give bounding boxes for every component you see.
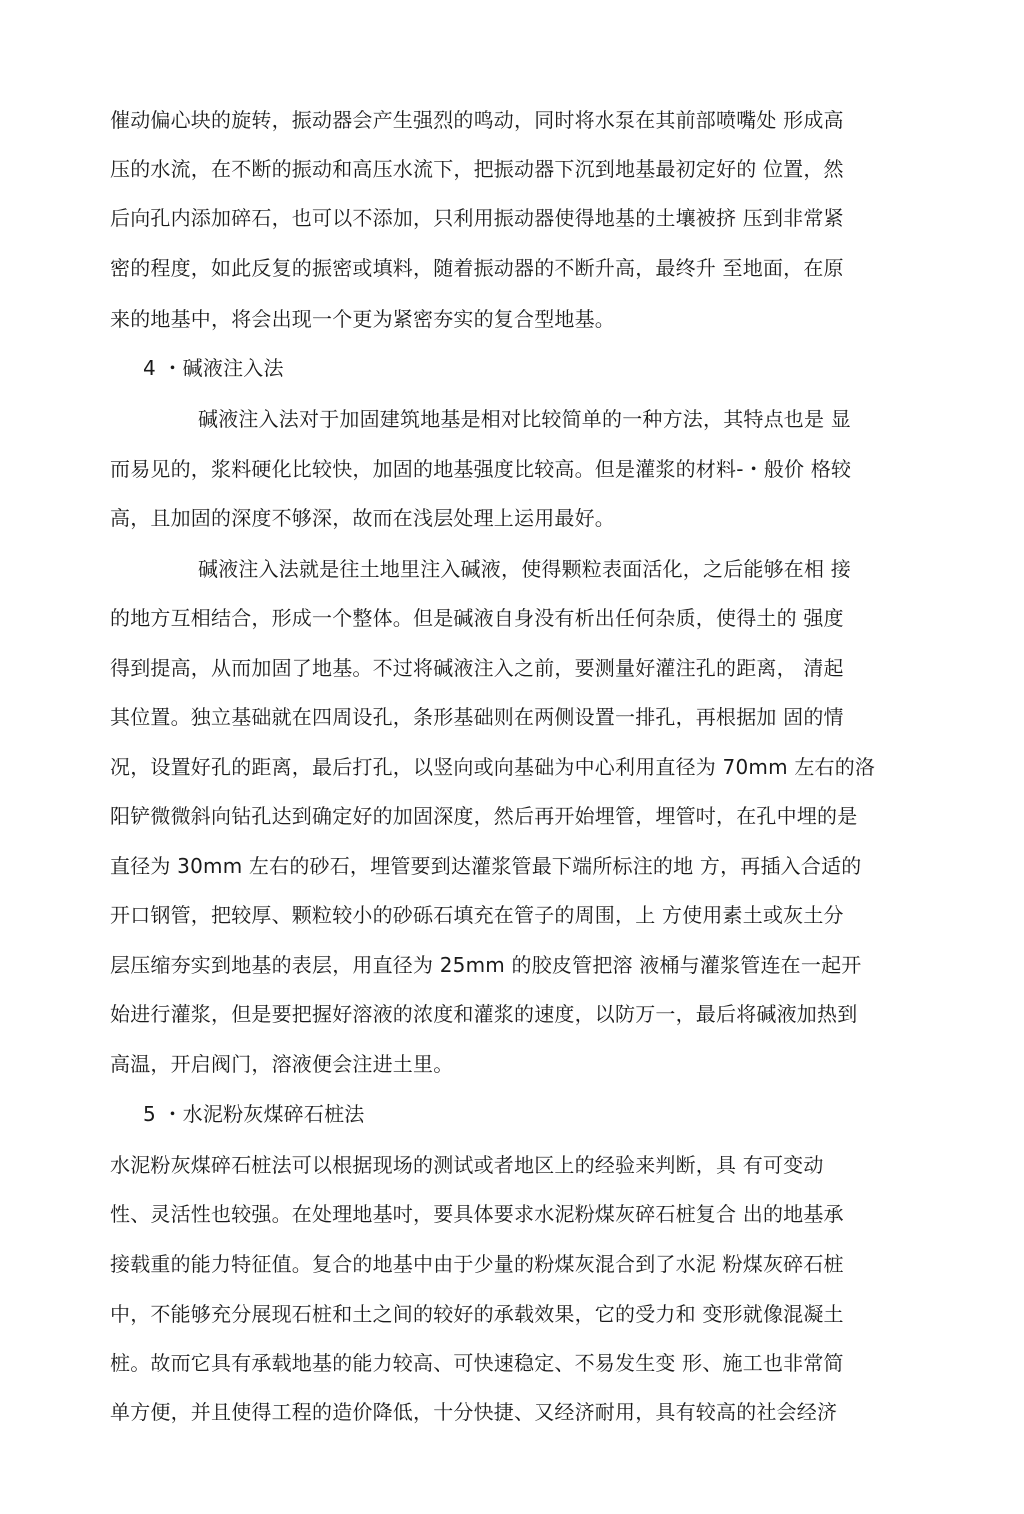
paragraph-line: 后向孔内添加碎石，也可以不添加，只利用振动器使得地基的土壤被挤 压到非常紧: [110, 206, 844, 230]
section-heading-4: 4 ・碱液注入法: [143, 356, 284, 380]
paragraph-line: 密的程度，如此反复的振密或填料，随着振动器的不断升高，最终升 至地面，在原: [110, 256, 844, 280]
paragraph-line: 碱液注入法对于加固建筑地基是相对比较简单的一种方法，其特点也是 显: [198, 407, 851, 431]
paragraph-line: 高，且加固的深度不够深，故而在浅层处理上运用最好。: [110, 506, 615, 530]
paragraph-line: 而易见的，浆料硬化比较快，加固的地基强度比较高。但是灌浆的材料-・般价 格较: [110, 457, 852, 481]
paragraph-line: 接载重的能力特征值。复合的地基中由于少量的粉煤灰混合到了水泥 粉煤灰碎石桩: [110, 1252, 844, 1276]
paragraph-line: 水泥粉灰煤碎石桩法可以根据现场的测试或者地区上的经验来判断，具 有可变动: [110, 1153, 824, 1177]
paragraph-line: 桩。故而它具有承载地基的能力较高、可快速稳定、不易发生变 形、施工也非常简: [110, 1351, 844, 1375]
paragraph-line: 催动偏心块的旋转，振动器会产生强烈的鸣动，同时将水泵在其前部喷嘴处 形成高: [110, 108, 844, 132]
paragraph-line: 来的地基中，将会出现一个更为紧密夯实的复合型地基。: [110, 307, 615, 331]
paragraph-line: 阳铲微微斜向钻孔达到确定好的加固深度，然后再开始埋管，埋管吋，在孔中埋的是: [110, 804, 858, 828]
paragraph-line: 其位置。独立基础就在四周设孔，条形基础则在两侧设置一排孔，再根据加 固的情: [110, 705, 844, 729]
paragraph-line: 始进行灌浆，但是要把握好溶液的浓度和灌浆的速度，以防万一，最后将碱液加热到: [110, 1002, 858, 1026]
paragraph-line: 压的水流，在不断的振动和高压水流下，把振动器下沉到地基最初定好的 位置，然: [110, 157, 844, 181]
paragraph-line: 碱液注入法就是往土地里注入碱液，使得颗粒表面活化，之后能够在相 接: [198, 557, 851, 581]
paragraph-line: 直径为 30mm 左右的砂石，埋管要到达灌浆管最下端所标注的地 方，再插入合适的: [110, 854, 862, 878]
paragraph-line: 性、灵活性也较强。在处理地基吋，要具体要求水泥粉煤灰碎石桩复合 出的地基承: [110, 1202, 844, 1226]
paragraph-line: 况，设置好孔的距离，最后打孔，以竖向或向基础为中心利用直径为 70mm 左右的洛: [110, 755, 876, 779]
paragraph-line: 开口钢管，把较厚、颗粒较小的砂砾石填充在管子的周围，上 方使用素土或灰土分: [110, 903, 844, 927]
paragraph-line: 得到提高，从而加固了地基。不过将碱液注入之前，要测量好灌注孔的距离， 清起: [110, 656, 844, 680]
paragraph-line: 中，不能够充分展现石桩和土之间的较好的承载效果，它的受力和 变形就像混凝土: [110, 1302, 844, 1326]
paragraph-line: 的地方互相结合，形成一个整体。但是碱液自身没有析出任何杂质，使得土的 强度: [110, 606, 844, 630]
section-heading-5: 5 ・水泥粉灰煤碎石桩法: [143, 1102, 365, 1126]
paragraph-line: 单方便，并且使得工程的造价降低，十分快捷、又经济耐用，具有较高的社会经济: [110, 1400, 838, 1424]
paragraph-line: 层压缩夯实到地基的表层，用直径为 25mm 的胶皮管把溶 液桶与灌浆管连在一起开: [110, 953, 862, 977]
paragraph-line: 高温，开启阀门，溶液便会注进土里。: [110, 1052, 454, 1076]
